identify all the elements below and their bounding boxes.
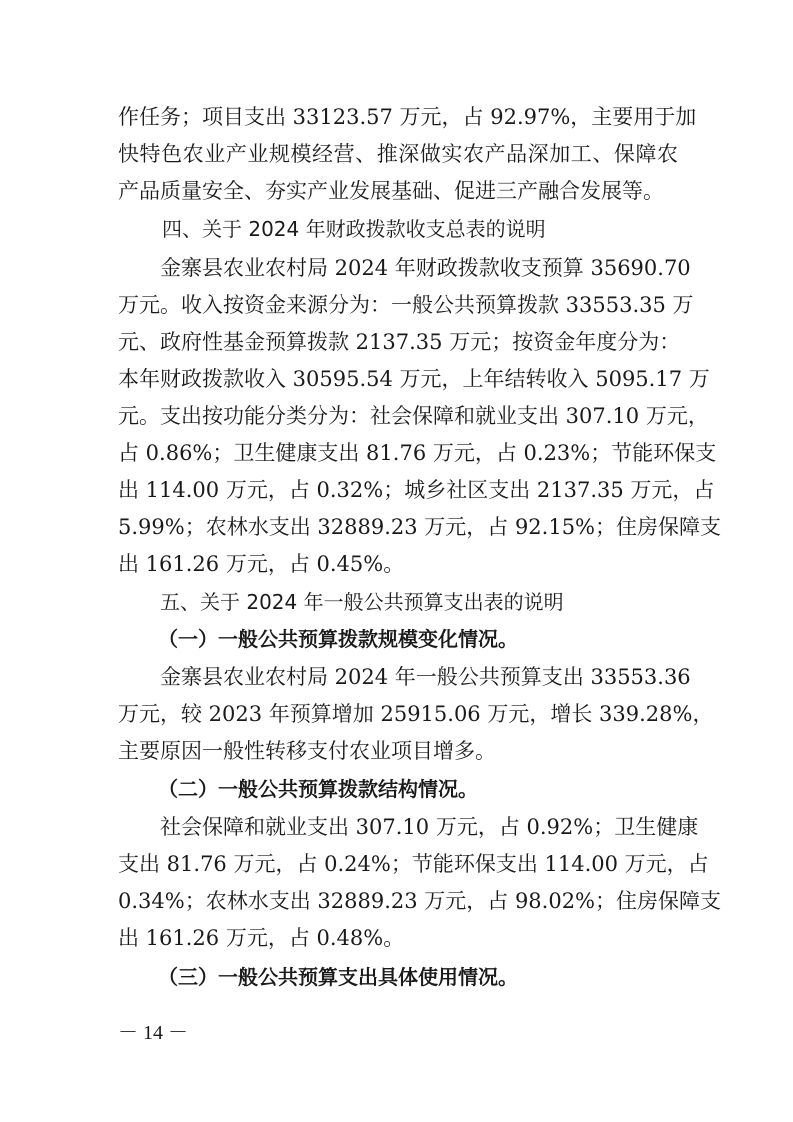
paragraph-line: 产品质量安全、夯实产业发展基础、促进三产融合发展等。 <box>118 179 664 203</box>
paragraph-line: 本年财政拨款收入 30595.54 万元，上年结转收入 5095.17 万 <box>118 367 710 391</box>
subheading-3: （三）一般公共预算支出具体使用情况。 <box>158 965 518 989</box>
paragraph-line: 快特色农业产业规模经营、推深做实农产品深加工、保障农 <box>118 142 678 166</box>
subheading-2: （二）一般公共预算拨款结构情况。 <box>158 777 478 801</box>
paragraph-line: 占 0.86%；卫生健康支出 81.76 万元，占 0.23%；节能环保支 <box>118 441 717 465</box>
subheading-1: （一）一般公共预算拨款规模变化情况。 <box>158 627 518 651</box>
paragraph-line: 5.99%；农林水支出 32889.23 万元，占 92.15%；住房保障支 <box>118 515 722 539</box>
paragraph-line: 金寨县农业农村局 2024 年一般公共预算支出 33553.36 <box>160 665 691 689</box>
paragraph-line: 作任务；项目支出 33123.57 万元，占 92.97%，主要用于加 <box>118 105 697 129</box>
paragraph-line: 出 161.26 万元，占 0.48%。 <box>118 926 405 950</box>
paragraph-line: 万元，较 2023 年预算增加 25915.06 万元，增长 339.28%， <box>118 702 714 726</box>
paragraph-line: 支出 81.76 万元，占 0.24%；节能环保支出 114.00 万元，占 <box>118 852 709 876</box>
paragraph-line: 万元。收入按资金来源分为：一般公共预算拨款 33553.35 万 <box>118 293 694 317</box>
paragraph-line: 社会保障和就业支出 307.10 万元，占 0.92%；卫生健康 <box>160 815 699 839</box>
section-heading-5: 五、关于 2024 年一般公共预算支出表的说明 <box>160 590 564 614</box>
paragraph-line: 金寨县农业农村局 2024 年财政拨款收支预算 35690.70 <box>160 256 691 280</box>
paragraph-line: 0.34%；农林水支出 32889.23 万元，占 98.02%；住房保障支 <box>118 889 722 913</box>
paragraph-line: 元、政府性基金预算拨款 2137.35 万元；按资金年度分为： <box>118 330 681 354</box>
paragraph-line: 出 161.26 万元，占 0.45%。 <box>118 552 405 576</box>
paragraph-line: 主要原因一般性转移支付农业项目增多。 <box>118 739 496 763</box>
page-number: － 14 － <box>118 1022 188 1044</box>
section-heading-4: 四、关于 2024 年财政拨款收支总表的说明 <box>162 217 546 241</box>
paragraph-line: 元。支出按功能分类分为：社会保障和就业支出 307.10 万元， <box>118 404 709 428</box>
paragraph-line: 出 114.00 万元，占 0.32%；城乡社区支出 2137.35 万元，占 <box>118 478 715 502</box>
